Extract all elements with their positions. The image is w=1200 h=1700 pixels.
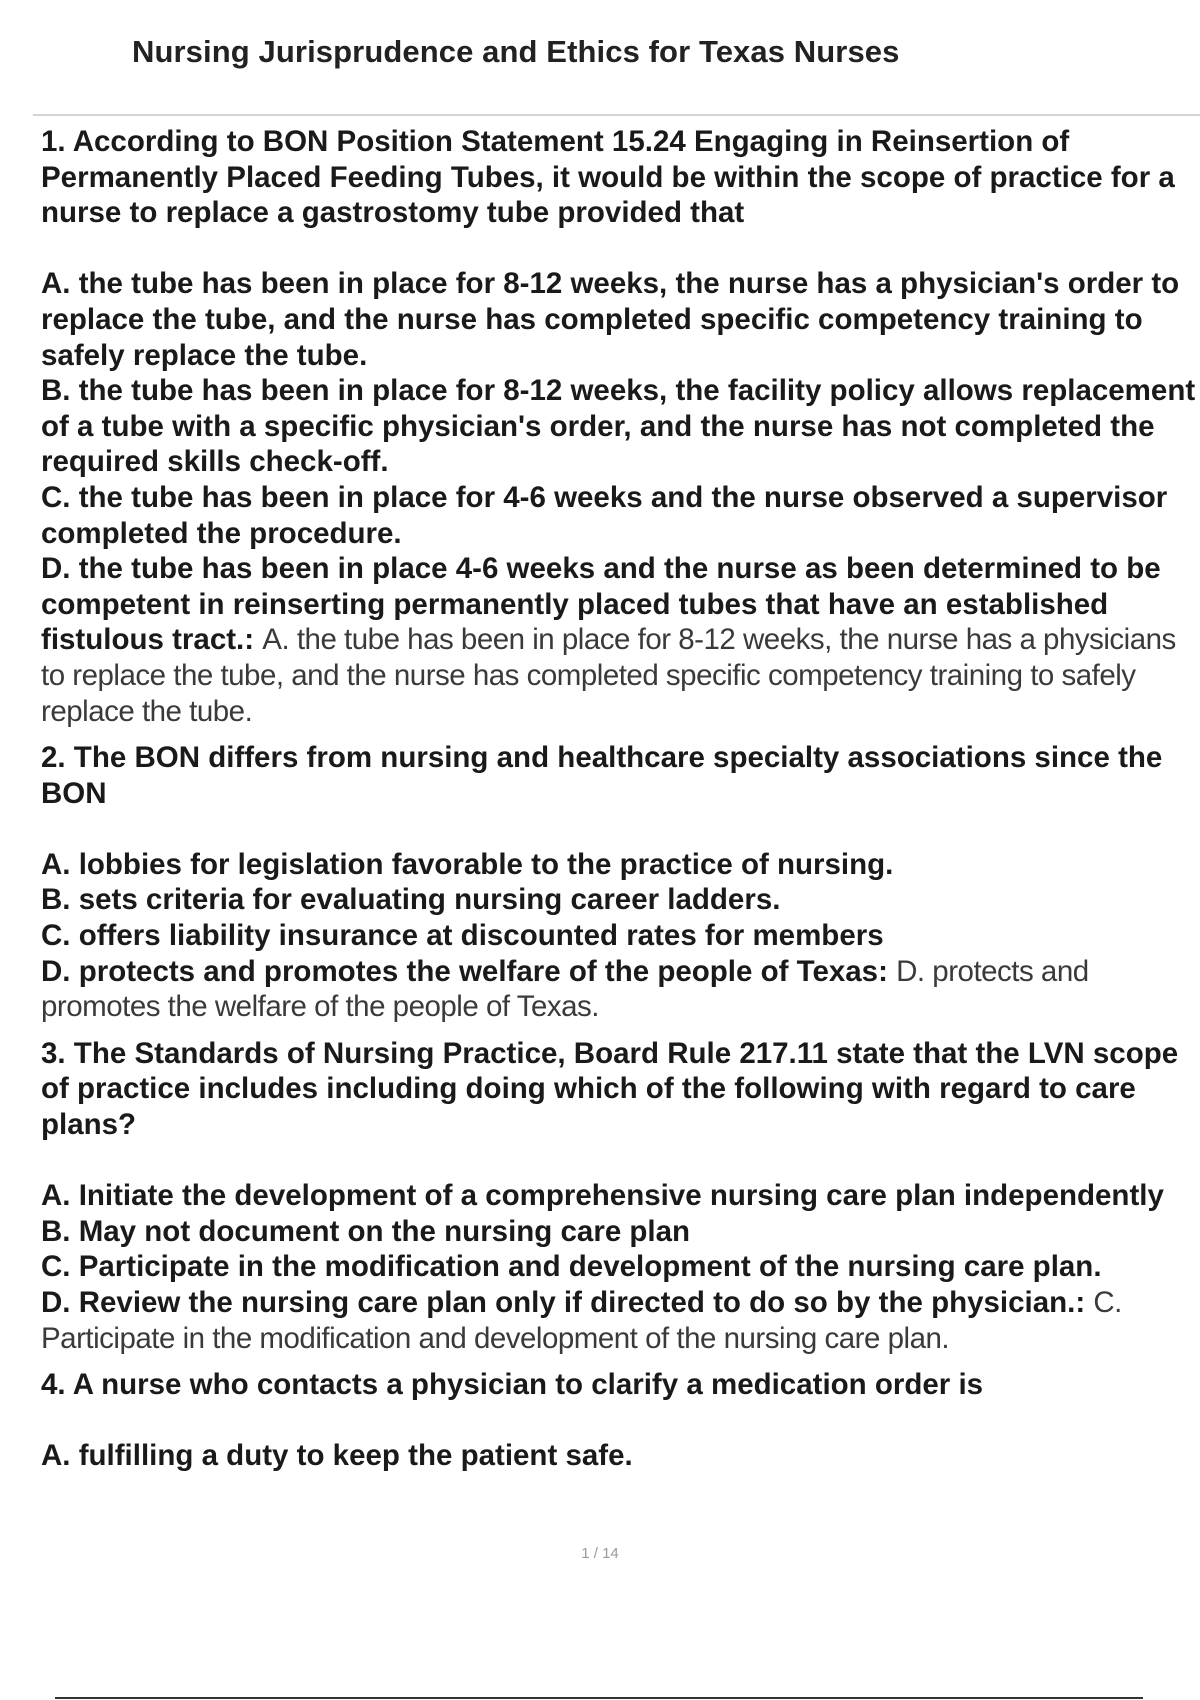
option-c: C. the tube has been in place for 4-6 weeks and the nurse observed a supervisor completed the procedure. <box>41 480 1168 550</box>
answer-text: C. Participate in the modification and development of the nursing care plan. <box>41 1286 1122 1355</box>
title-divider <box>33 114 1200 116</box>
footer-divider <box>55 1697 1143 1699</box>
option-b: B. sets criteria for evaluating nursing career ladders. <box>41 883 781 917</box>
option-a: A. lobbies for legislation favorable to the practice of nursing. <box>41 847 894 881</box>
answer-text: A. the tube has been in place for 8-12 weeks, the nurse has a physicians to replace the tube, and the nurse has completed specific competency training to safely replace the tube. <box>41 623 1176 728</box>
option-d: D. Review the nursing care plan only if directed to do so by the physician.: <box>41 1286 1086 1319</box>
option-d-with-answer <box>41 1285 1197 1356</box>
option-c: C. Participate in the modification and development of the nursing care plan. <box>41 1250 1102 1284</box>
answer-text: D. protects and promotes the welfare of the people of Texas. <box>41 954 1089 1024</box>
question-card-2 <box>41 740 1197 1025</box>
option-c: C. offers liability insurance at discounted rates for members <box>41 919 884 953</box>
question-card-3 <box>41 1036 1197 1356</box>
option-a: A. Initiate the development of a comprehensive nursing care plan independently <box>41 1179 1164 1213</box>
option-a: A. fulfilling a duty to keep the patient safe. <box>41 1439 633 1473</box>
page-number: 1 / 14 <box>581 1545 619 1562</box>
question-stem: 1. According to BON Position Statement 15.24 Engaging in Reinsertion of Permanently Placed Feeding Tubes, it would be within the scope of practice for a nurse to replace a gastrostomy tube provided that <box>41 125 1175 230</box>
option-d: D. protects and promotes the welfare of the people of Texas: <box>41 954 888 988</box>
spacer <box>41 1403 1197 1439</box>
question-stem: 2. The BON differs from nursing and healthcare specialty associations since the BON <box>41 741 1163 810</box>
question-stem: 3. The Standards of Nursing Practice, Board Rule 217.11 state that the LVN scope of practice includes including doing which of the following with regard to care plans? <box>41 1036 1179 1142</box>
spacer <box>41 811 1197 847</box>
spacer <box>41 231 1197 267</box>
question-card-4 <box>41 1367 1197 1474</box>
question-list <box>41 124 1197 1485</box>
option-a: A. the tube has been in place for 8-12 weeks, the nurse has a physician's order to replace the tube, and the nurse has completed specific competency training to safely replace the tube. <box>41 267 1180 372</box>
spacer <box>41 1143 1197 1179</box>
document-title: Nursing Jurisprudence and Ethics for Texas Nurses <box>132 34 900 69</box>
option-d-with-answer <box>41 551 1197 729</box>
option-d-with-answer <box>41 954 1197 1025</box>
question-stem: 4. A nurse who contacts a physician to clarify a medication order is <box>41 1368 984 1402</box>
option-d: D. the tube has been in place 4-6 weeks and the nurse as been determined to be competent in reinserting permanently placed tubes that have an established fistulous tract.: <box>41 552 1161 657</box>
question-card-1 <box>41 124 1197 729</box>
option-b: B. May not document on the nursing care plan <box>41 1214 691 1248</box>
option-b: B. the tube has been in place for 8-12 weeks, the facility policy allows replacement of a tube with a specific physician's order, and the nurse has not completed the required skills check-off. <box>41 374 1196 479</box>
